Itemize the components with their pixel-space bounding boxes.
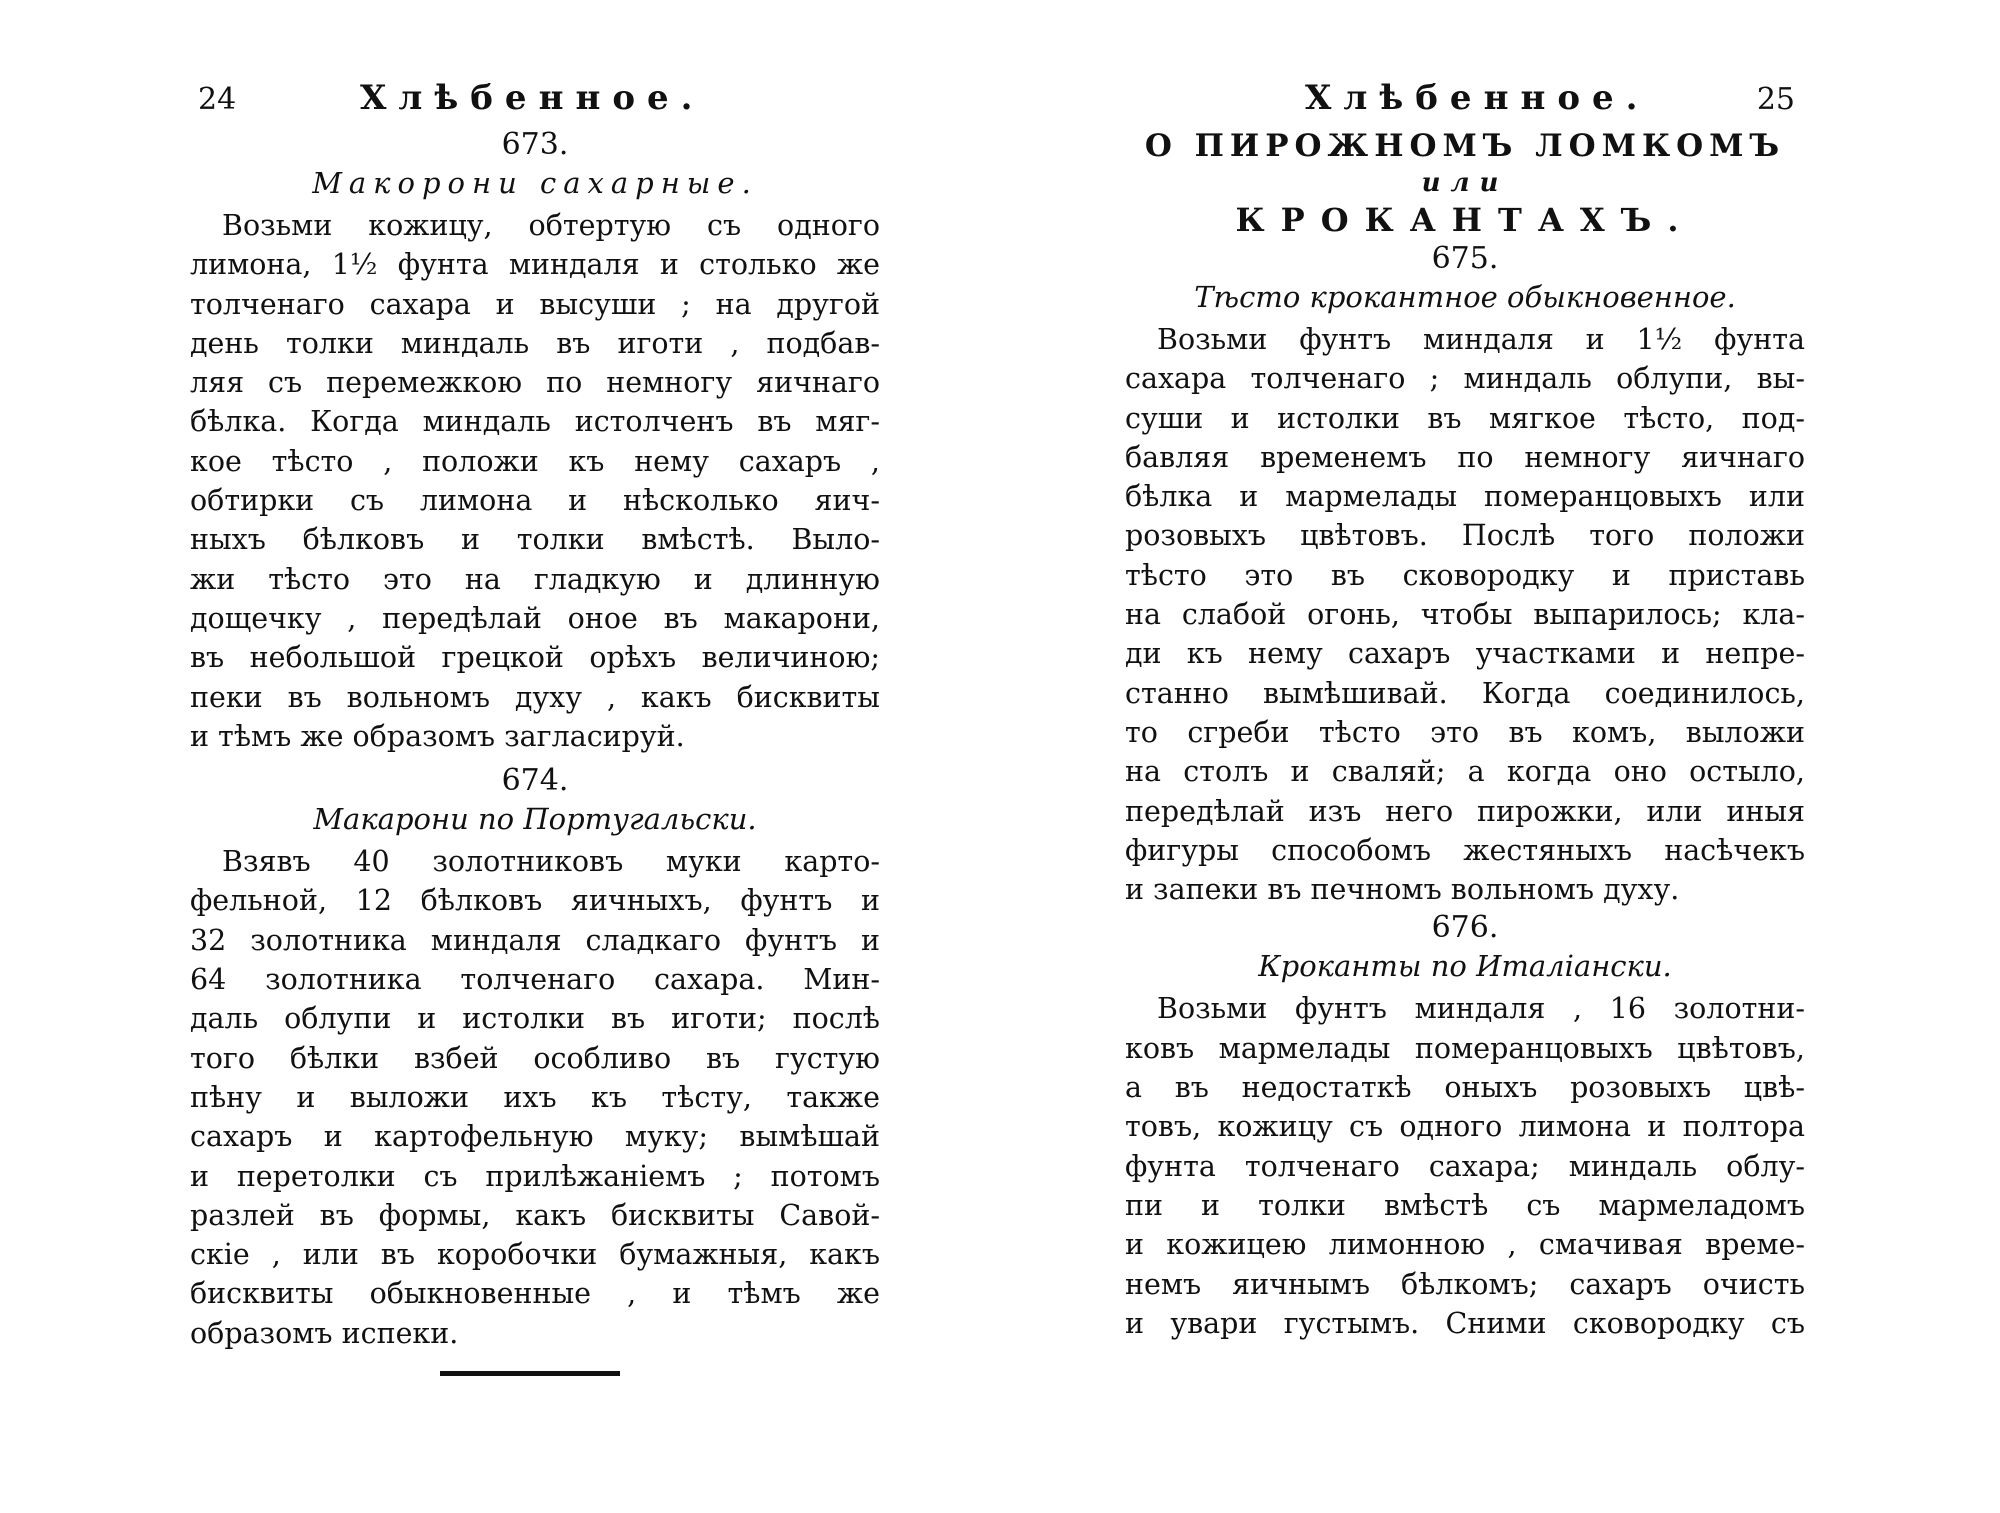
text-line: ди къ нему сахаръ участками и непре-: [1125, 637, 1805, 671]
text-line: толченаго сахара и высуши ; на другой: [190, 287, 880, 321]
recipe-676: [1125, 909, 1805, 1343]
text-line: товъ, кожицу съ одного лимона и полтора: [1125, 1110, 1805, 1144]
text-line: бѣлка. Когда миндаль истолченъ въ мяг-: [190, 405, 880, 439]
text-line: фигуры способомъ жестяныхъ насѣчекъ: [1125, 833, 1805, 867]
text-line: жи тѣсто это на гладкую и длинную: [190, 562, 880, 596]
text-line: станно вымѣшивай. Когда соединилось,: [1125, 676, 1805, 710]
text-line: ковъ мармелады померанцовыхъ цвѣтовъ,: [1125, 1031, 1805, 1065]
page-number-right: 25: [1756, 82, 1795, 117]
text-line: того бѣлки взбей особливо въ густую: [190, 1041, 880, 1075]
recipe-number: 676.: [1431, 910, 1499, 946]
text-line: кое тѣсто , положи къ нему сахаръ ,: [190, 444, 880, 478]
text-line: ныхъ бѣлковъ и толки вмѣстѣ. Выло-: [190, 523, 880, 557]
text-line: немъ яичнымъ бѣлкомъ; сахаръ очисть: [1125, 1267, 1805, 1301]
text-line: лимона, 1½ фунта миндаля и столько же: [190, 248, 880, 282]
text-line: образомъ испеки.: [190, 1316, 459, 1350]
text-line: фунта толченаго сахара; миндаль облу-: [1125, 1149, 1805, 1183]
recipe-title: Кроканты по Италіански.: [1258, 949, 1672, 984]
text-line: сахаръ и картофельную муку; вымѣшай: [190, 1120, 880, 1154]
recipe-body: [190, 842, 880, 1353]
text-line: то сгреби тѣсто это въ комъ, выложи: [1125, 715, 1805, 749]
text-line: передѣлай изъ него пирожки, или иныя: [1125, 794, 1805, 828]
text-line: ляя съ перемежкою по немногу яичнаго: [190, 366, 880, 400]
left-page: [190, 0, 880, 1513]
recipe-number: 673.: [501, 127, 569, 162]
text-line: 64 золотника толченаго сахара. Мин-: [190, 963, 880, 997]
text-line: сахара толченаго ; миндаль облупи, вы-: [1125, 362, 1805, 396]
text-line: бавляя временемъ по немногу яичнаго: [1125, 440, 1805, 474]
text-line: Возьми кожицу, обтертую съ одного: [222, 209, 880, 242]
right-page-header: [1125, 78, 1805, 126]
left-page-header: [190, 78, 880, 126]
recipe-title: Макарони по Португальски.: [313, 802, 757, 837]
text-line: Возьми фунтъ миндаля , 16 золотни-: [1157, 992, 1805, 1026]
text-line: пеки въ вольномъ духу , какъ бисквиты: [190, 680, 880, 714]
text-line: скіе , или въ коробочки бумажныя, какъ: [190, 1238, 880, 1272]
text-line: 32 золотника миндаля сладкаго фунтъ и: [190, 923, 880, 957]
text-line: Возьми фунтъ миндаля и 1½ фунта: [1157, 323, 1805, 356]
text-line: день толки миндаль въ иготи , подбав-: [190, 326, 880, 360]
section-heading: О ПИРОЖНОМЪ ЛОМКОМЪ: [1144, 128, 1786, 164]
recipe-title: Тѣсто крокантное обыкновенное.: [1194, 280, 1736, 314]
text-line: обтирки съ лимона и нѣсколько яич-: [190, 484, 880, 518]
running-head-left: Хлѣбенное.: [360, 78, 705, 118]
recipe-675: [1125, 240, 1805, 909]
right-page: [1125, 0, 1805, 1513]
text-line: въ небольшой грецкой орѣхъ величиною;: [190, 641, 880, 675]
text-line: и перетолки съ прилѣжаніемъ ; потомъ: [190, 1159, 880, 1193]
end-rule: [440, 1371, 620, 1376]
recipe-body: [190, 206, 880, 756]
recipe-body: [1125, 989, 1805, 1343]
recipe-number: 675.: [1431, 241, 1499, 276]
text-line: пи и толки вмѣстѣ съ мармеладомъ: [1125, 1188, 1805, 1222]
text-line: бѣлка и мармелады померанцовыхъ или: [1125, 480, 1805, 514]
section-connector: или: [1421, 168, 1509, 198]
text-line: и кожицею лимонною , смачивая време-: [1125, 1228, 1805, 1262]
text-line: розовыхъ цвѣтовъ. Послѣ того положи: [1125, 519, 1805, 553]
text-line: фельной, 12 бѣлковъ яичныхъ, фунтъ и: [190, 884, 880, 918]
text-line: и тѣмъ же образомъ загласируй.: [190, 719, 685, 753]
text-line: пѣну и выложи ихъ къ тѣсту, также: [190, 1080, 880, 1114]
recipe-number: 674.: [501, 763, 569, 799]
text-line: разлей въ формы, какъ бисквиты Савой-: [190, 1198, 880, 1232]
text-line: дощечку , передѣлай оное въ макарони,: [190, 601, 880, 635]
recipe-673: [190, 126, 880, 756]
text-line: суши и истолки въ мягкое тѣсто, под-: [1125, 401, 1805, 435]
text-line: на столъ и сваляй; а когда оно остыло,: [1125, 755, 1805, 789]
text-line: и увари густымъ. Сними сковородку съ: [1125, 1306, 1805, 1340]
text-line: а въ недостаткѣ оныхъ розовыхъ цвѣ-: [1125, 1071, 1805, 1105]
text-line: и запеки въ печномъ вольномъ духу.: [1125, 873, 1680, 907]
recipe-674: [190, 762, 880, 1353]
text-line: тѣсто это въ сковородку и приставь: [1125, 558, 1805, 592]
page-number-left: 24: [198, 82, 237, 117]
text-line: на слабой огонь, чтобы выпарилось; кла-: [1125, 598, 1805, 632]
text-line: Взявъ 40 золотниковъ муки карто-: [222, 845, 880, 879]
text-line: даль облупи и истолки въ иготи; послѣ: [190, 1002, 880, 1036]
text-line: бисквиты обыкновенные , и тѣмъ же: [190, 1277, 880, 1311]
recipe-body: [1125, 320, 1805, 909]
running-head-right: Хлѣбенное.: [1305, 78, 1650, 118]
recipe-title: Макорони сахарные.: [312, 166, 758, 200]
section-heading-2: КРОКАНТАХЪ.: [1235, 201, 1695, 239]
